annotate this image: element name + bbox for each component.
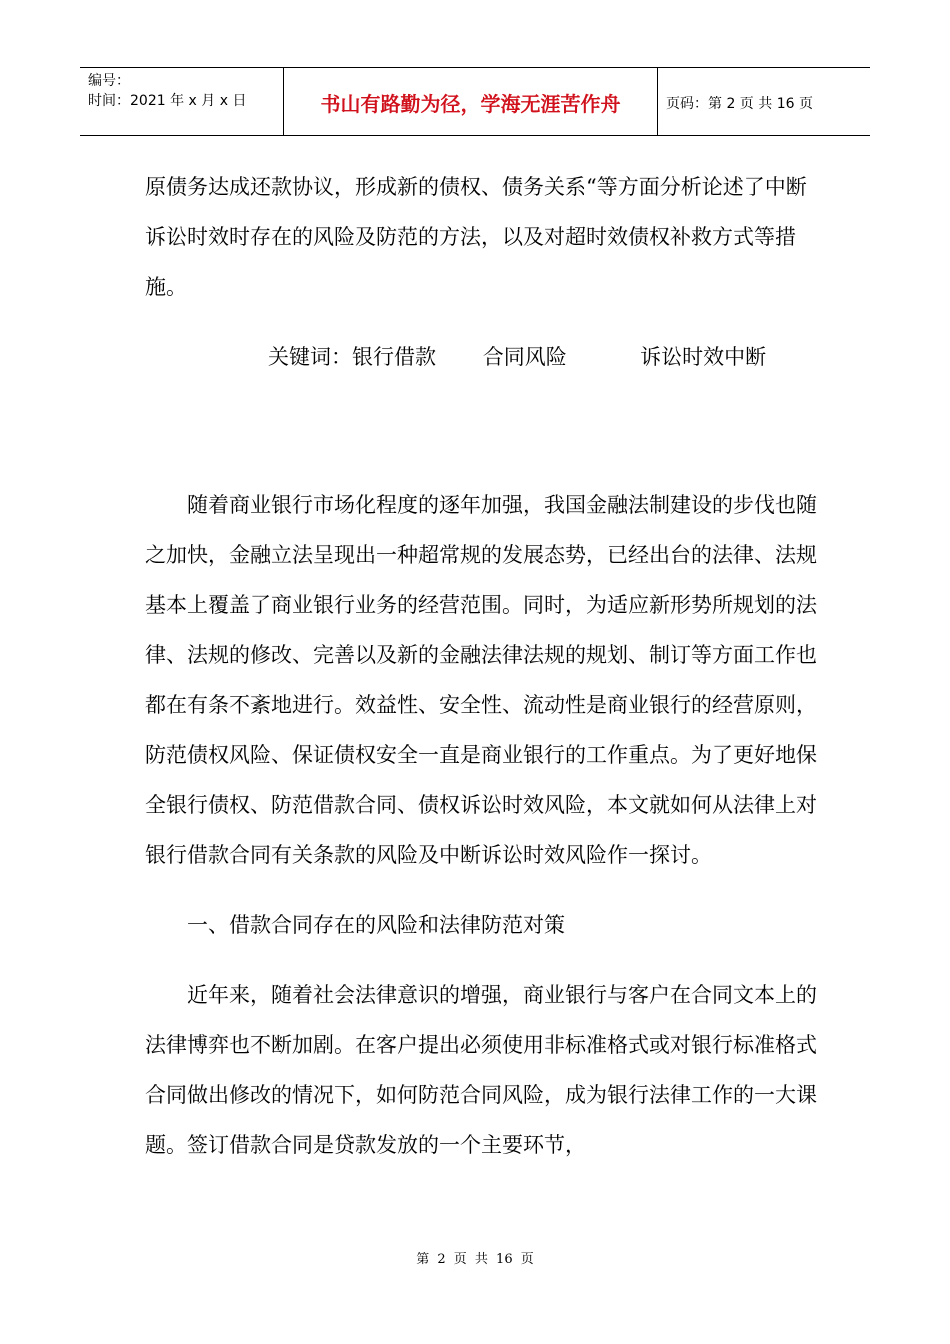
header-info-cell bbox=[80, 68, 283, 135]
section-heading: 一、借款合同存在的风险和法律防范对策 bbox=[187, 913, 565, 937]
header-page-code: 页码：第 2 页 共 16 页 bbox=[666, 95, 813, 112]
abstract-paragraph: 原债务达成还款协议，形成新的债权、债务关系“等方面分析论述了中断诉讼时效时存在的风险及防范的方法，以及对超时效债权补救方式等措施。 bbox=[145, 175, 807, 299]
keywords-line: 关键词：银行借款 合同风险 诉讼时效中断 bbox=[268, 345, 767, 369]
document-body bbox=[145, 162, 825, 1170]
document-date: 时间：2021 年 x 月 x 日 bbox=[88, 93, 247, 109]
header-motto-cell bbox=[283, 68, 658, 135]
document-number: 编号： bbox=[88, 73, 130, 89]
section-paragraph: 近年来，随着社会法律意识的增强，商业银行与客户在合同文本上的法律博弈也不断加剧。在客户提出必须使用非标准格式或对银行标准格式合同做出修改的情况下，如何防范合同风险，成为银行法律工作的一大课题。签订借款合同是贷款发放的一个主要环节， bbox=[145, 983, 817, 1157]
page-footer: 第 2 页 共 16 页 bbox=[416, 1252, 534, 1267]
header-page-cell bbox=[658, 68, 870, 135]
header-motto: 书山有路勤为径，学海无涯苦作舟 bbox=[320, 92, 621, 116]
header-table bbox=[80, 67, 870, 136]
intro-paragraph: 随着商业银行市场化程度的逐年加强，我国金融法制建设的步伐也随之加快，金融立法呈现出一种超常规的发展态势，已经出台的法律、法规基本上覆盖了商业银行业务的经营范围。同时，为适应新形势所规划的法律、法规的修改、完善以及新的金融法律法规的规划、制订等方面工作也都在有条不紊地进行。效益性、安全性、流动性是商业银行的经营原则，防范债权风险、保证债权安全一直是商业银行的工作重点。为了更好地保全银行债权、防范借款合同、债权诉讼时效风险，本文就如何从法律上对银行借款合同有关条款的风险及中断诉讼时效风险作一探讨。 bbox=[145, 493, 817, 867]
